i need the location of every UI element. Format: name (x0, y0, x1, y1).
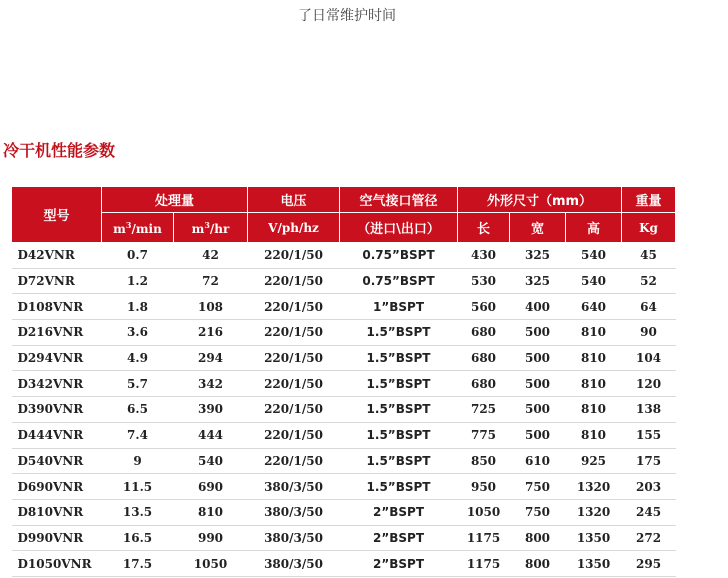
header-pipe: 空气接口管径 (340, 187, 458, 213)
cell-height: 810 (566, 320, 622, 346)
table-row (12, 243, 676, 269)
cell-weight: 64 (622, 294, 676, 320)
cell-width: 500 (510, 320, 566, 346)
cell-capacity-per-hr: 72 (174, 268, 248, 294)
table-row (12, 268, 676, 294)
cell-weight: 295 (622, 551, 676, 577)
cell-width: 750 (510, 474, 566, 500)
cell-height: 810 (566, 422, 622, 448)
cell-capacity-per-min: 0.7 (102, 243, 174, 269)
cell-capacity-per-hr: 690 (174, 474, 248, 500)
header-dimensions: 外形尺寸（mm） (458, 187, 622, 213)
cell-weight: 45 (622, 243, 676, 269)
header-capacity-per-min (102, 213, 174, 243)
cell-weight: 155 (622, 422, 676, 448)
unit-base: m (191, 221, 205, 236)
header-height: 高 (566, 213, 622, 243)
cell-pipe-size: 0.75”BSPT (340, 268, 458, 294)
cell-height: 810 (566, 345, 622, 371)
cell-capacity-per-min: 7.4 (102, 422, 174, 448)
header-voltage-unit: V/ph/hz (248, 213, 340, 243)
cell-capacity-per-min: 5.7 (102, 371, 174, 397)
cell-length: 725 (458, 397, 510, 423)
unit-superscript: 3 (204, 219, 210, 230)
cell-voltage: 220/1/50 (248, 371, 340, 397)
cell-model: D540VNR (12, 448, 102, 474)
cell-model: D690VNR (12, 474, 102, 500)
cell-length: 430 (458, 243, 510, 269)
cell-pipe-size: 2”BSPT (340, 499, 458, 525)
table-row (12, 371, 676, 397)
cell-length: 1175 (458, 551, 510, 577)
cell-pipe-size: 0.75”BSPT (340, 243, 458, 269)
cell-capacity-per-hr: 342 (174, 371, 248, 397)
cell-capacity-per-min: 16.5 (102, 525, 174, 551)
cell-model: D216VNR (12, 320, 102, 346)
section-title: 冷干机性能参数 (3, 141, 116, 160)
header-weight: 重量 (622, 187, 676, 213)
cell-model: D342VNR (12, 371, 102, 397)
cell-capacity-per-min: 6.5 (102, 397, 174, 423)
cell-width: 500 (510, 345, 566, 371)
cell-capacity-per-hr: 108 (174, 294, 248, 320)
table-row (12, 345, 676, 371)
cell-pipe-size: 2”BSPT (340, 525, 458, 551)
cell-height: 810 (566, 371, 622, 397)
unit-suffix: /min (131, 221, 162, 236)
cell-model: D390VNR (12, 397, 102, 423)
cell-capacity-per-hr: 990 (174, 525, 248, 551)
cell-width: 325 (510, 243, 566, 269)
cell-length: 530 (458, 268, 510, 294)
intro-text-fragment: 了日常维护时间 (298, 8, 396, 24)
cell-weight: 104 (622, 345, 676, 371)
cell-capacity-per-min: 3.6 (102, 320, 174, 346)
cell-voltage: 380/3/50 (248, 474, 340, 500)
cell-width: 800 (510, 551, 566, 577)
cell-pipe-size: 2”BSPT (340, 551, 458, 577)
cell-capacity-per-min: 1.8 (102, 294, 174, 320)
dryer-spec-table (11, 186, 676, 577)
header-length: 长 (458, 213, 510, 243)
cell-voltage: 380/3/50 (248, 551, 340, 577)
cell-voltage: 220/1/50 (248, 268, 340, 294)
cell-height: 1320 (566, 474, 622, 500)
cell-height: 540 (566, 268, 622, 294)
unit-suffix: /hr (209, 221, 230, 236)
cell-model: D444VNR (12, 422, 102, 448)
cell-capacity-per-hr: 390 (174, 397, 248, 423)
cell-weight: 52 (622, 268, 676, 294)
cell-pipe-size: 1.5”BSPT (340, 448, 458, 474)
cell-length: 680 (458, 345, 510, 371)
header-capacity: 处理量 (102, 187, 248, 213)
cell-model: D108VNR (12, 294, 102, 320)
cell-model: D1050VNR (12, 551, 102, 577)
header-capacity-per-hr (174, 213, 248, 243)
table-row (12, 474, 676, 500)
cell-capacity-per-min: 11.5 (102, 474, 174, 500)
cell-model: D42VNR (12, 243, 102, 269)
cell-voltage: 220/1/50 (248, 345, 340, 371)
table-row (12, 525, 676, 551)
table-row (12, 422, 676, 448)
cell-pipe-size: 1.5”BSPT (340, 422, 458, 448)
cell-voltage: 380/3/50 (248, 499, 340, 525)
cell-capacity-per-hr: 1050 (174, 551, 248, 577)
cell-height: 1350 (566, 551, 622, 577)
cell-length: 775 (458, 422, 510, 448)
cell-capacity-per-min: 9 (102, 448, 174, 474)
cell-height: 1320 (566, 499, 622, 525)
header-pipe-sub: （进口\出口） (340, 213, 458, 243)
cell-length: 950 (458, 474, 510, 500)
cell-capacity-per-min: 17.5 (102, 551, 174, 577)
cell-width: 800 (510, 525, 566, 551)
cell-width: 500 (510, 371, 566, 397)
cell-pipe-size: 1”BSPT (340, 294, 458, 320)
cell-voltage: 220/1/50 (248, 243, 340, 269)
header-model: 型号 (12, 187, 102, 243)
cell-weight: 245 (622, 499, 676, 525)
table-row (12, 397, 676, 423)
cell-capacity-per-hr: 810 (174, 499, 248, 525)
cell-width: 500 (510, 422, 566, 448)
cell-capacity-per-hr: 42 (174, 243, 248, 269)
cell-voltage: 220/1/50 (248, 448, 340, 474)
table-row (12, 320, 676, 346)
cell-length: 1050 (458, 499, 510, 525)
cell-length: 680 (458, 320, 510, 346)
header-voltage: 电压 (248, 187, 340, 213)
table-row (12, 294, 676, 320)
table-row (12, 448, 676, 474)
cell-height: 925 (566, 448, 622, 474)
cell-capacity-per-hr: 540 (174, 448, 248, 474)
cell-length: 850 (458, 448, 510, 474)
header-width: 宽 (510, 213, 566, 243)
cell-weight: 138 (622, 397, 676, 423)
cell-model: D990VNR (12, 525, 102, 551)
cell-voltage: 380/3/50 (248, 525, 340, 551)
cell-weight: 175 (622, 448, 676, 474)
cell-width: 400 (510, 294, 566, 320)
cell-weight: 120 (622, 371, 676, 397)
cell-height: 1350 (566, 525, 622, 551)
header-weight-unit: Kg (622, 213, 676, 243)
cell-pipe-size: 1.5”BSPT (340, 345, 458, 371)
cell-height: 810 (566, 397, 622, 423)
cell-weight: 90 (622, 320, 676, 346)
cell-capacity-per-min: 1.2 (102, 268, 174, 294)
cell-voltage: 220/1/50 (248, 422, 340, 448)
cell-weight: 203 (622, 474, 676, 500)
cell-model: D294VNR (12, 345, 102, 371)
cell-voltage: 220/1/50 (248, 320, 340, 346)
cell-width: 610 (510, 448, 566, 474)
cell-width: 325 (510, 268, 566, 294)
cell-width: 500 (510, 397, 566, 423)
cell-capacity-per-hr: 444 (174, 422, 248, 448)
cell-voltage: 220/1/50 (248, 397, 340, 423)
cell-height: 640 (566, 294, 622, 320)
cell-length: 560 (458, 294, 510, 320)
cell-length: 680 (458, 371, 510, 397)
cell-capacity-per-min: 13.5 (102, 499, 174, 525)
cell-capacity-per-min: 4.9 (102, 345, 174, 371)
cell-weight: 272 (622, 525, 676, 551)
cell-pipe-size: 1.5”BSPT (340, 397, 458, 423)
table-row (12, 499, 676, 525)
cell-length: 1175 (458, 525, 510, 551)
table-row (12, 551, 676, 577)
cell-capacity-per-hr: 294 (174, 345, 248, 371)
unit-base: m (113, 221, 126, 236)
cell-width: 750 (510, 499, 566, 525)
cell-pipe-size: 1.5”BSPT (340, 371, 458, 397)
spec-table-body (12, 243, 676, 577)
cell-pipe-size: 1.5”BSPT (340, 320, 458, 346)
cell-height: 540 (566, 243, 622, 269)
unit-superscript: 3 (125, 219, 132, 230)
cell-model: D810VNR (12, 499, 102, 525)
cell-capacity-per-hr: 216 (174, 320, 248, 346)
cell-model: D72VNR (12, 268, 102, 294)
cell-voltage: 220/1/50 (248, 294, 340, 320)
cell-pipe-size: 1.5”BSPT (340, 474, 458, 500)
